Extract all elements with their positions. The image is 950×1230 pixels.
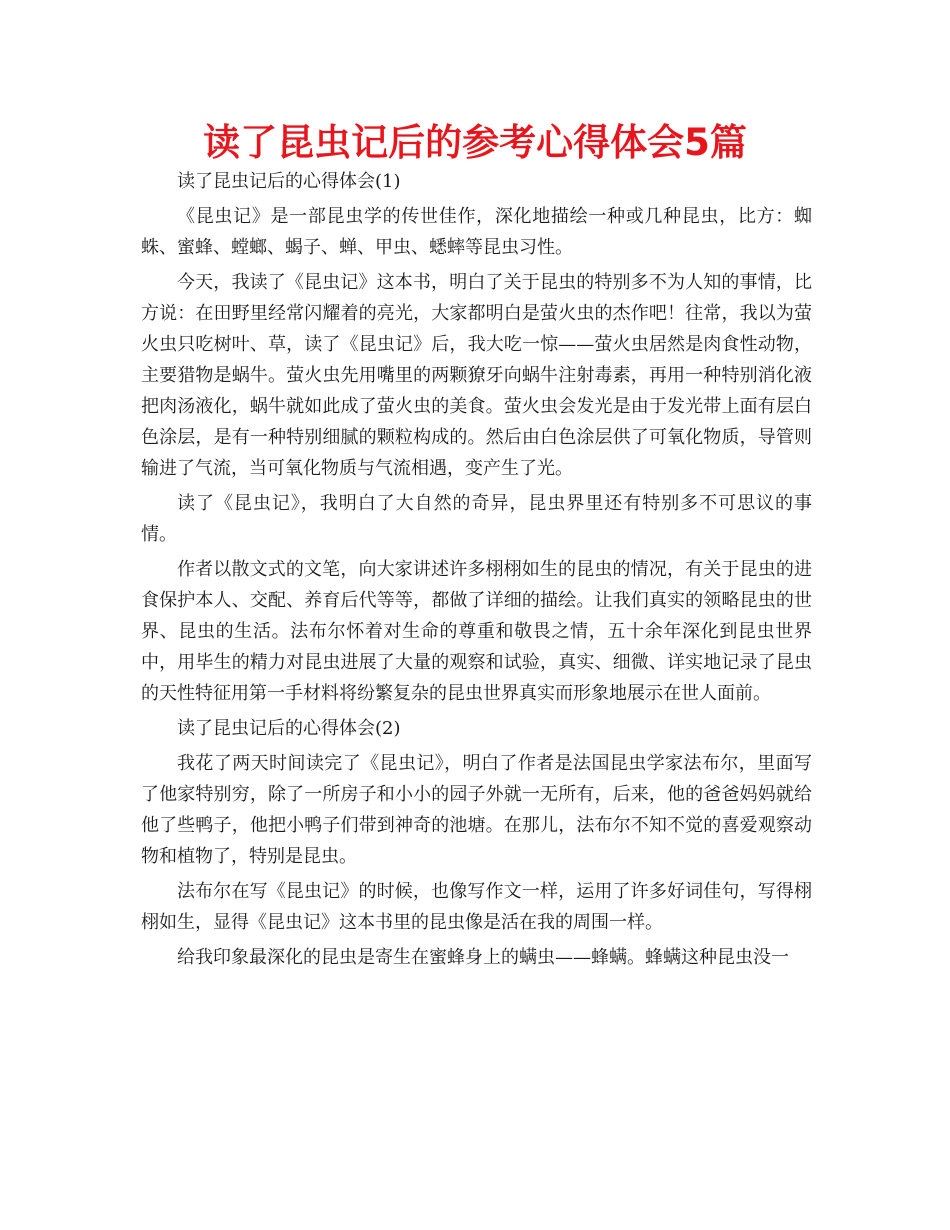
section-2-paragraph: 法布尔在写《昆虫记》的时候，也像写作文一样，运用了许多好词佳句，写得栩栩如生，显得《昆虫记》这本书里的昆虫像是活在我的周围一样。 [141, 881, 812, 933]
section-2-paragraph: 给我印象最深化的昆虫是寄生在蜜蜂身上的螨虫——蜂螨。蜂螨这种昆虫没一 [177, 947, 789, 968]
section-1-paragraph: 今天，我读了《昆虫记》这本书，明白了关于昆虫的特别多不为人知的事情，比方说：在田野里经常闪耀着的亮光，大家都明白是萤火虫的杰作吧！往常，我以为萤火虫只吃树叶、草，读了《昆虫记》后，我大吃一惊——萤火虫居然是肉食性动物，主要猎物是蜗牛。萤火虫先用嘴里的两颗獠牙向蜗牛注射毒素，再用一种特别消化液把肉汤液化，蜗牛就如此成了萤火虫的美食。萤火虫会发光是由于发光带上面有层白色涂层，是有一种特别细腻的颗粒构成的。然后由白色涂层供了可氧化物质，导管则输进了气流，当可氧化物质与气流相遇，变产生了光。 [141, 272, 812, 479]
document-body [141, 166, 812, 977]
section-1-paragraph: 《昆虫记》是一部昆虫学的传世佳作，深化地描绘一种或几种昆虫，比方：蜘蛛、蜜蜂、螳螂、蝎子、蝉、甲虫、蟋蟀等昆虫习性。 [141, 206, 812, 258]
document-title: 读了昆虫记后的参考心得体会5篇 [203, 121, 747, 164]
section-1-heading: 读了昆虫记后的心得体会(1) [177, 171, 401, 192]
section-1-paragraph: 读了《昆虫记》，我明白了大自然的奇异，昆虫界里还有特别多不可思议的事情。 [141, 493, 812, 545]
section-2-paragraph: 我花了两天时间读完了《昆虫记》，明白了作者是法国昆虫学家法布尔，里面写了他家特别穷，除了一所房子和小小的园子外就一无所有，后来，他的爸爸妈妈就给他了些鸭子，他把小鸭子们带到神奇的池塘。在那儿，法布尔不知不觉的喜爱观察动物和植物了，特别是昆虫。 [141, 753, 812, 867]
section-2-heading: 读了昆虫记后的心得体会(2) [177, 718, 401, 739]
section-1-paragraph: 作者以散文式的文笔，向大家讲述许多栩栩如生的昆虫的情况，有关于昆虫的进食保护本人、交配、养育后代等等，都做了详细的描绘。让我们真实的领略昆虫的世界、昆虫的生活。法布尔怀着对生命的尊重和敬畏之情，五十余年深化到昆虫世界中，用毕生的精力对昆虫进展了大量的观察和试验，真实、细微、详实地记录了昆虫的天性特征用第一手材料将纷繁复杂的昆虫世界真实而形象地展示在世人面前。 [141, 559, 812, 704]
